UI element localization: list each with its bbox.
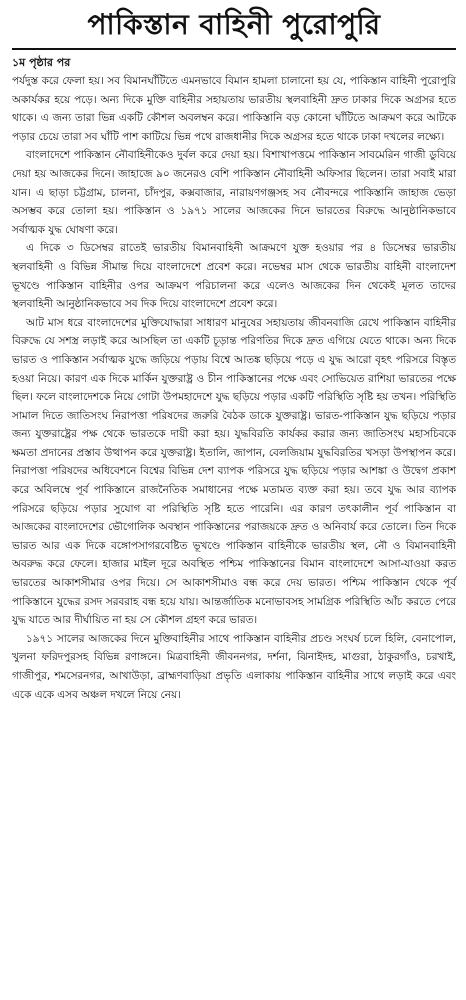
article-paragraph: পর্যদুস্ত করে ফেলা হয়। সব বিমানঘাঁটিতে এমনভাবে বিমান হামলা চালানো হয় যে, পাকিস্তান বাহিনী পুরোপুরি অকার্যকর হয়ে পড়ে। অন্য দিকে মুক্তি বাহিনীর সহায়তায় ভারতীয় স্থলবাহিনী দ্রুত ঢাকার দিকে অগ্রসর হতে থাকে। এ জন্য তারা ভিন্ন একটি কৌশল অবলম্বন করে। পাকিস্তানি বড় কোনো ঘাঁটিতে আক্রমণ করে আটকে পড়ার চেয়ে তারা সব ঘাঁটি পাশ কাটিয়ে ভিন্ন পথে রাজধানীর দিকে অগ্রসর হতে থাকে ঢাকা দখলের লক্ষ্যে। [12,75,456,143]
article-paragraph: বাংলাদেশে পাকিস্তান নৌবাহিনীকেও দুর্বল করে দেয়া হয়। বিশাখাপত্তমে পাকিস্তান সাবমেরিন গাজী ডুবিয়ে দেয়া হয় আজকের দিনে। জাহাজে ৯০ জনেরও বেশি পাকিস্তান নৌবাহিনী অফিসার ছিলেন। তারা সবাই মারা যান। এ ছাড়া চট্টগ্রাম, চালনা, চাঁদপুর, কক্সবাজার, নারায়ণগঞ্জসহ সব নৌবন্দরে পাকিস্তানি জাহাজ ভেড়া অসম্ভব করে তোলা হয়। পাকিস্তান ও ১৯৭১ সালের আজকের দিনে ভারতের বিরুদ্ধে আনুষ্ঠানিকভাবে সর্বাত্মক যুদ্ধ ঘোষণা করে। [12,149,456,236]
article-headline: পাকিস্তান বাহিনী পুরোপুরি [12,6,456,50]
article-body [12,72,456,704]
article-paragraph: এ দিকে ৩ ডিসেম্বর রাতেই ভারতীয় বিমানবাহিনী আক্রমণে যুক্ত হওয়ার পর ৪ ডিসেম্বর ভারতীয় স্থলবাহিনী ও বিভিন্ন সীমান্ত দিয়ে বাংলাদেশে প্রবেশ করে। নভেম্বর মাস থেকে ভারতীয় বাহিনী বাংলাদেশ ভূখণ্ডে পাকিস্তান বাহিনীর ওপর আক্রমণ পরিচালনা করে এলেও আজকের দিন থেকেই মূলত তাদের স্থলবাহিনী আনুষ্ঠানিকভাবে সব দিক দিয়ে বাংলাদেশে প্রবেশ করে। [12,242,456,311]
article-paragraph: ১৯৭১ সালের আজকের দিনে মুক্তিবাহিনীর সাথে পাকিস্তান বাহিনীর প্রচণ্ড সংঘর্ষ চলে হিলি, বেনাপোল, খুলনা ফরিদপুরসহ বিভিন্ন রণাঙ্গনে। মিত্রবাহিনী জীবননগর, দর্শনা, ঝিনাইদহ, মাগুরা, ঠাকুরগাঁও, চরখাই, গাজীপুর, শমসেরনগর, আখাউড়া, ব্রাহ্মণবাড়িয়া প্রভৃতি এলাকায় পাকিস্তান বাহিনীর সাথে লড়াই করে এবং একে একে এসব অঞ্চল দখলে নিয়ে নেয়। [12,632,456,701]
continuation-note: ১ম পৃষ্ঠার পর [12,56,71,69]
article-paragraph: আট মাস ধরে বাংলাদেশের মুক্তিযোদ্ধারা সাধারণ মানুষের সহায়তায় জীবনবাজি রেখে পাকিস্তান বাহিনীর বিরুদ্ধে যে সশস্ত্র লড়াই করে আসছিল তা একটি চূড়ান্ত পরিণতির দিকে দ্রুত এগিয়ে যেতে থাকে। অন্য দিকে ভারত ও পাকিস্তান সর্বাত্মক যুদ্ধে জড়িয়ে পড়ায় বিশ্বে আতঙ্ক ছড়িয়ে পড়ে এ যুদ্ধ আরো বৃহৎ পরিসরে বিস্তৃত হওয়া নিয়ে। কারণ এক দিকে মার্কিন যুক্তরাষ্ট্র ও চীন পাকিস্তানের পক্ষে এবং সোভিয়েত রাশিয়া ভারতের পক্ষে ছিল। ফলে বাংলাদেশকে নিয়ে গোটা উপমহাদেশে যুদ্ধ ছড়িয়ে পড়ার একটি পরিস্থিতি সৃষ্টি হয় তখন। পরিস্থিতি সামাল দিতে জাতিসংঘ নিরাপত্তা পরিষদের জরুরি বৈঠক ডাকে যুক্তরাষ্ট্র। ভারত-পাকিস্তান যুদ্ধ ছড়িয়ে পড়ার জন্য যুক্তরাষ্ট্রের পক্ষ থেকে ভারতকে দায়ী করা হয়। যুদ্ধবিরতি কার্যকর করার জন্য জাতিসংঘ মহাসচিবকে ক্ষমতা প্রদানের প্রস্তাব উত্থাপন করে যুক্তরাষ্ট্র। ইতালি, জাপান, বেলজিয়াম যুদ্ধবিরতির খসড়া উপস্থাপন করে। নিরাপত্তা পরিষদের অধিবেশনে বিশ্বের বিভিন্ন দেশ ব্যাপক পরিসরে যুদ্ধ ছড়িয়ে পড়ার আশঙ্কা ও উদ্বেগ প্রকাশ করে অবিলম্বে পূর্ব পাকিস্তানে রাজনৈতিক সমাধানের পক্ষে মতামত ব্যক্ত করা হয়। তবে যুদ্ধ আর ব্যাপক পরিসরে ছড়িয়ে পড়ার সুযোগ বা পরিস্থিতি সৃষ্টি হতে পারেনি। এর কারণ তৎকালীন পূর্ব পাকিস্তান বা আজকের বাংলাদেশের ভৌগোলিক অবস্থান পাকিস্তানের পরাজয়কে দ্রুত ও অনিবার্য করে তোলে। তিন দিকে ভারত আর এক দিকে বঙ্গোপসাগরবেষ্টিত ভূখণ্ডে পাকিস্তান বাহিনীকে ভারতীয় স্থল, নৌ ও বিমানবাহিনী অবরুদ্ধ করে ফেলে। হাজার মাইল দূরে অবস্থিত পশ্চিম পাকিস্তানের বিমান বাংলাদেশে আসা-যাওয়া করত ভারতের আকাশসীমার ওপর দিয়ে। সে আকাশসীমাও বন্ধ করে দেয় ভারত। পশ্চিম পাকিস্তান থেকে পূর্ব পাকিস্তানে যুদ্ধের রসদ সরবরাহ বন্ধ হয়ে যায়। আন্তর্জাতিক মনোভাবসহ সামগ্রিক পরিস্থিতি আঁচ করতে পেরে যুদ্ধ যাতে আর দীর্ঘায়িত না হয় সে কৌশল গ্রহণ করে ভারত। [12,316,456,627]
